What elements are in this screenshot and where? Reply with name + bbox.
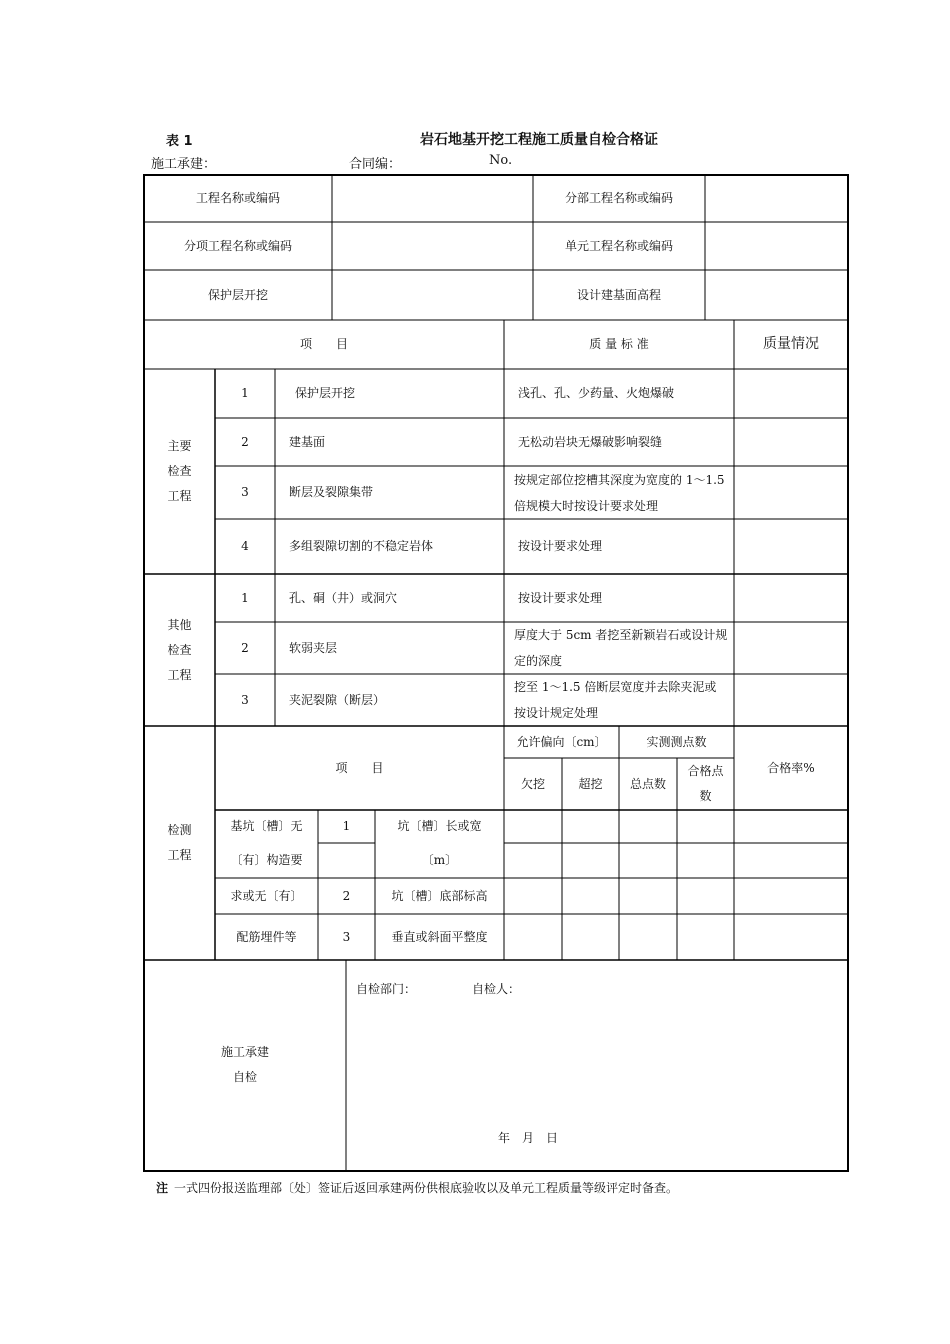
- no-label: No.: [489, 153, 513, 168]
- measure-row-2-no: 2: [342, 888, 351, 903]
- measure-side-text-3: 求或无〔有〕: [230, 888, 303, 903]
- unit-name-field[interactable]: [705, 222, 848, 270]
- over-excavation-header: 超挖: [578, 776, 603, 791]
- main-row-1-standard: 浅孔、孔、少药量、火炮爆破: [518, 386, 675, 400]
- main-group-label: 主要检查工程: [167, 439, 192, 503]
- other-row-3-no: 3: [241, 692, 249, 707]
- other-row-2-status[interactable]: [734, 622, 848, 674]
- unit-name-label: 单元工程名称或编码: [564, 238, 673, 253]
- main-row-4-status[interactable]: [734, 519, 848, 574]
- project-name-field[interactable]: [332, 175, 533, 222]
- project-name-label: 工程名称或编码: [195, 191, 280, 205]
- total-points-header: 总点数: [629, 776, 666, 791]
- main-row-4-no: 4: [241, 539, 249, 553]
- under-excavation-header: 欠挖: [520, 776, 545, 791]
- self-check-date-label: 年 月 日: [498, 1131, 559, 1145]
- footnote: [156, 1179, 678, 1196]
- measure-side-text-1: 基坑〔槽〕无: [230, 819, 303, 833]
- measure-row-1-unit: 〔m〕: [421, 853, 458, 867]
- measure-row-1-item: 坑〔槽〕长或宽: [397, 819, 482, 833]
- measured-points-header: 实测测点数: [646, 734, 707, 749]
- pass-rate-header: 合格率%: [767, 760, 815, 775]
- measure-row-3-item: 垂直或斜面平整度: [391, 929, 488, 944]
- other-group-label: 其他检查工程: [167, 617, 192, 682]
- main-row-1-item: 保护层开挖: [295, 386, 356, 400]
- measure-row-1-no: 1: [342, 819, 351, 833]
- self-check-label-line1: 施工承建: [220, 1045, 269, 1059]
- measure-side-text-2: 〔有〕构造要: [230, 853, 303, 867]
- status-column-header: 质量情况: [763, 336, 819, 352]
- document-title: 岩石地基开挖工程施工质量自检合格证: [420, 132, 658, 148]
- main-row-3-item: 断层及裂隙集带: [289, 485, 374, 499]
- measure-side-text-4: 配筋埋件等: [236, 929, 297, 944]
- other-row-3-standard: 挖至 1～1.5 倍断层宽度并去除夹泥或按设计规定处理: [514, 680, 717, 720]
- main-row-3-status[interactable]: [734, 466, 848, 519]
- self-check-person-label: 自检人：: [472, 982, 521, 996]
- design-elevation-field[interactable]: [705, 270, 848, 320]
- pass-points-header: 合格点数: [687, 764, 724, 803]
- footnote-text: 一式四份报送监理部〔处〕签证后返回承建两份供根底验收以及单元工程质量等级评定时备查。: [174, 1181, 679, 1195]
- subitem-name-field[interactable]: [332, 222, 533, 270]
- allowed-deviation-header: 允许偏向〔cm〕: [516, 734, 607, 749]
- footnote-prefix: 注: [156, 1181, 169, 1195]
- item-column-header: 项 目: [299, 337, 348, 351]
- other-row-1-standard: 按设计要求处理: [518, 590, 603, 605]
- standard-column-header: 质 量 标 准: [589, 337, 649, 351]
- main-row-3-standard: 按规定部位挖槽其深度为宽度的 1～1.5 倍规模大时按设计要求处理: [514, 472, 725, 513]
- division-name-label: 分部工程名称或编码: [564, 191, 673, 205]
- other-row-2-standard: 厚度大于 5cm 者挖至新颖岩石或设计规定的深度: [514, 628, 728, 668]
- other-row-2-item: 软弱夹层: [289, 640, 338, 655]
- subitem-name-label: 分项工程名称或编码: [183, 238, 292, 253]
- design-elevation-label: 设计建基面高程: [576, 287, 661, 302]
- main-row-1-status[interactable]: [734, 369, 848, 418]
- protect-layer-label: 保护层开挖: [207, 287, 268, 302]
- other-row-1-no: 1: [241, 590, 249, 605]
- measure-item-header: 项 目: [335, 760, 384, 775]
- other-row-3-item: 夹泥裂隙（断层）: [289, 692, 386, 707]
- self-check-dept-label: 自检部门：: [356, 982, 417, 996]
- other-row-3-status[interactable]: [734, 674, 848, 726]
- contractor-label: 施工承建：: [151, 157, 217, 172]
- main-row-2-standard: 无松动岩块无爆破影响裂缝: [518, 434, 663, 449]
- main-row-4-item: 多组裂隙切割的不稳定岩体: [289, 539, 434, 553]
- main-row-1-no: 1: [241, 386, 249, 400]
- self-check-label-line2: 自检: [232, 1070, 257, 1084]
- protect-layer-field[interactable]: [332, 270, 533, 320]
- other-row-1-status[interactable]: [734, 574, 848, 622]
- other-row-1-item: 孔、硐（井）或洞穴: [289, 590, 398, 605]
- main-row-3-no: 3: [241, 485, 249, 499]
- other-row-2-no: 2: [241, 640, 249, 655]
- table-label: 表 1: [166, 134, 193, 149]
- main-row-4-standard: 按设计要求处理: [518, 539, 603, 553]
- main-row-2-no: 2: [241, 434, 249, 449]
- main-row-2-status[interactable]: [734, 418, 848, 466]
- contract-label: 合同编：: [349, 157, 402, 172]
- main-row-2-item: 建基面: [289, 434, 326, 449]
- measure-row-3-no: 3: [342, 929, 351, 944]
- measure-row-2-item: 坑〔槽〕底部标高: [391, 888, 488, 903]
- division-name-field[interactable]: [705, 175, 848, 222]
- measure-group-label: 检测工程: [167, 823, 192, 862]
